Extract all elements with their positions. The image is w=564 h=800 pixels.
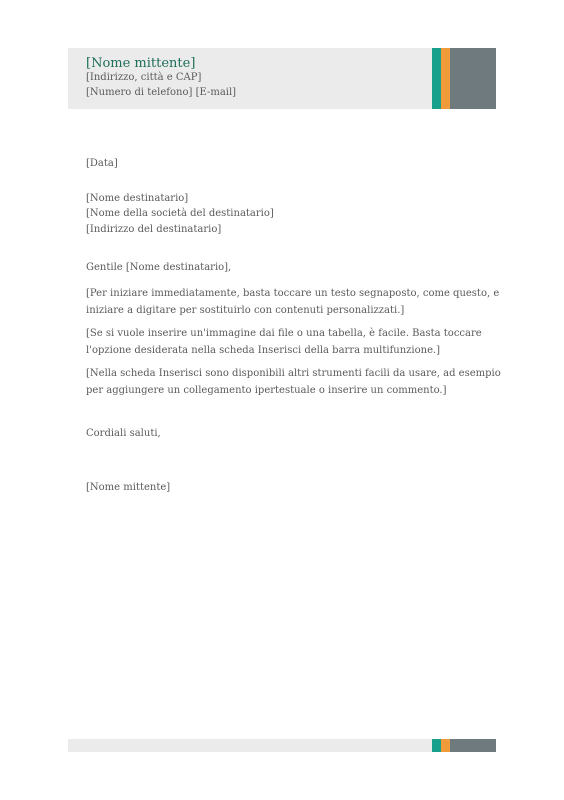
- sender-contact[interactable]: [Numero di telefono] [E-mail]: [86, 87, 237, 98]
- footer-stripe-teal: [432, 739, 441, 752]
- body-paragraph-1[interactable]: [Per iniziare immediatamente, basta toccare un testo segnaposto, come questo, e iniziare a digitare per sostituirlo con contenuti personalizzati.]: [86, 288, 500, 316]
- footer-stripe-slate: [450, 739, 496, 752]
- recipient-company[interactable]: [Nome della società del destinatario]: [86, 208, 274, 219]
- body-paragraph-2[interactable]: [Se si vuole inserire un'immagine dai file o una tabella, è facile. Basta toccare l'opzione desiderata nella scheda Inserisci della barra multifunzione.]: [86, 328, 482, 356]
- recipient-address[interactable]: [Indirizzo del destinatario]: [86, 224, 222, 235]
- header-stripe-orange: [441, 48, 450, 109]
- salutation[interactable]: Gentile [Nome destinatario],: [86, 262, 232, 273]
- closing[interactable]: Cordiali saluti,: [86, 428, 161, 439]
- letter-date[interactable]: [Data]: [86, 158, 118, 169]
- footer-stripe-orange: [441, 739, 450, 752]
- body-paragraph-3[interactable]: [Nella scheda Inserisci sono disponibili altri strumenti facili da usare, ad esempio per aggiungere un collegamento ipertestuale o inserire un commento.]: [86, 368, 501, 396]
- header-stripe-slate: [450, 48, 496, 109]
- sender-address[interactable]: [Indirizzo, città e CAP]: [86, 72, 202, 83]
- header-stripe-teal: [432, 48, 441, 109]
- recipient-name[interactable]: [Nome destinatario]: [86, 193, 189, 204]
- signature[interactable]: [Nome mittente]: [86, 482, 171, 493]
- sender-name[interactable]: [Nome mittente]: [86, 56, 196, 71]
